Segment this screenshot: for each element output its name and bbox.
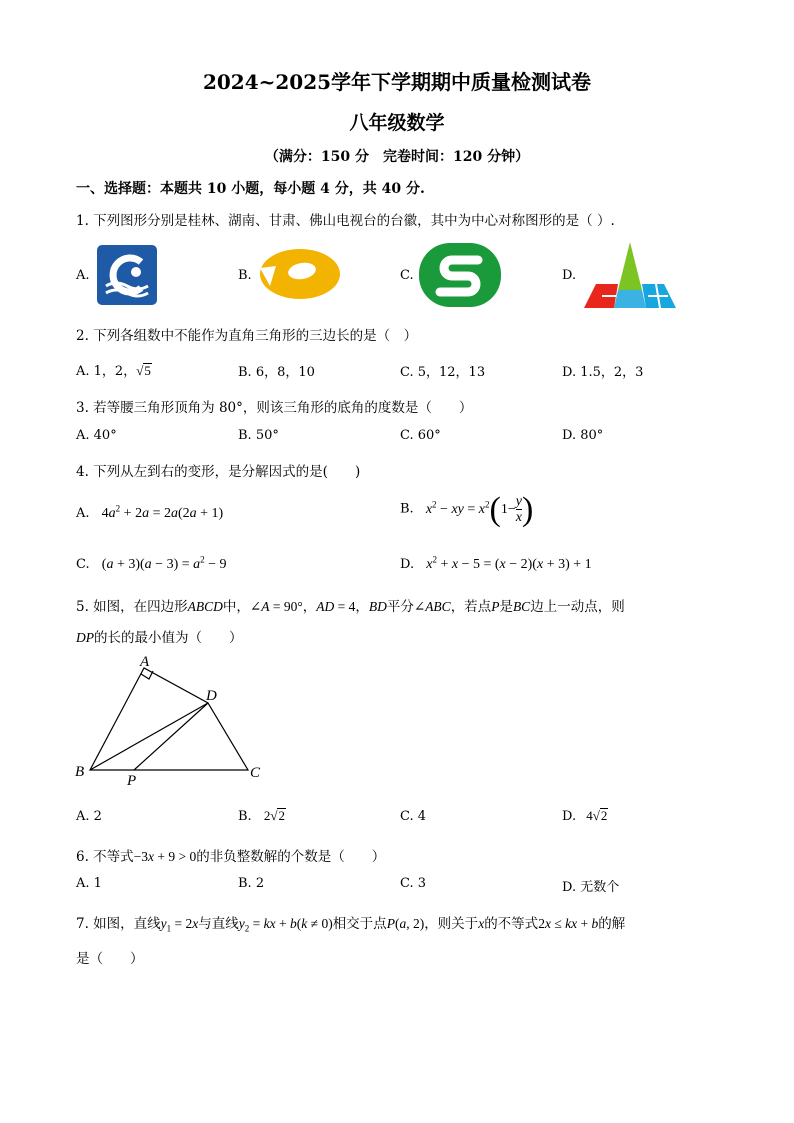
q7-text: 的解 — [598, 916, 626, 932]
q6-option-a: A. 1 — [76, 876, 102, 891]
q1-option-d-label: D. — [562, 268, 577, 283]
q5-option-d-coef: 4 — [586, 808, 593, 823]
q4-option-c-label: C. — [76, 557, 90, 572]
q4-option-d — [400, 554, 592, 573]
q5-option-b-label: B. — [238, 809, 252, 824]
q4-option-c-formula: $(a + 3)(a - 3) = a^2 - 9$ — [101, 554, 227, 572]
q2-option-a: A. 1，2，√5 — [76, 363, 151, 379]
question-2: 2. 下列各组数中不能作为直角三角形的三边长的是（ ） — [76, 328, 418, 344]
figure-label-p: P — [127, 773, 137, 789]
q4-option-b-formula: $x^2$ − xy = $x^2(1-$ $\frac{y}{x}$ ) — [425, 490, 534, 528]
q5-option-d-radicand: 2 — [600, 808, 608, 823]
exam-subject: 八年级数学 — [349, 112, 445, 134]
q1-option-b-label: B. — [238, 268, 252, 283]
section-heading: 一、选择题：本题共 10 小题，每小题 4 分，共 40 分. — [76, 181, 425, 197]
exam-meta: （满分：150 分 完卷时间：120 分钟） — [264, 149, 530, 165]
exam-title: 2024~2025学年下学期期中质量检测试卷 — [202, 70, 592, 94]
q5-option-a: A. 2 — [76, 809, 102, 824]
q3-option-d: D. 80° — [562, 428, 604, 443]
figure-label-d: D — [206, 688, 217, 704]
question-5-line-2: DP的长的最小值为（ ） — [76, 630, 243, 646]
q1-option-c-label: C. — [400, 268, 414, 283]
q7-text: 7. 如图，直线 — [76, 916, 161, 932]
q5-text: 是 — [499, 599, 513, 615]
q5-option-c: C. 4 — [400, 809, 427, 824]
q5-quadrilateral-figure — [72, 652, 272, 792]
q7-text: ，则关于 — [424, 916, 479, 932]
q7-text: 相交于点 — [332, 916, 387, 932]
q5-text: ， — [302, 599, 317, 615]
question-4: 4. 下列从左到右的变形，是分解因式的是( ) — [76, 464, 361, 480]
q6-text: 6. 不等式 — [76, 849, 134, 865]
q2-option-b: B. 6，8，10 — [238, 365, 315, 380]
q4-option-b — [400, 490, 534, 528]
q1-option-a-label: A. — [76, 268, 90, 283]
q2-option-a-text: A. 1，2， — [76, 364, 137, 379]
question-5-line-1: 5. 如图，在四边形ABCD中，∠A = 90°，AD = 4，BD平分∠ABC，若点P是BC边上一动点，则 — [76, 599, 625, 615]
gansu-tv-logo-icon — [418, 242, 502, 308]
q6-option-b: B. 2 — [238, 876, 265, 891]
figure-label-b: B — [75, 764, 85, 780]
q4-option-b-label: B. — [400, 501, 414, 517]
q5-text: 边上一动点，则 — [530, 599, 625, 615]
q2-option-a-radicand: 5 — [144, 363, 151, 378]
hunan-tv-logo-icon — [256, 246, 342, 302]
q4-option-d-formula: $x^2 + x - 5 = (x - 2)(x + 3) + 1$ — [426, 554, 592, 572]
figure-label-c: C — [250, 765, 261, 781]
q4-option-d-label: D. — [400, 557, 415, 572]
q6-option-c: C. 3 — [400, 876, 427, 891]
guilin-tv-logo-icon — [96, 244, 158, 306]
q5-option-d-label: D. — [562, 809, 577, 824]
q3-option-a: A. 40° — [76, 428, 117, 443]
q5-text: 的长的最小值为（ ） — [94, 630, 243, 646]
q3-option-c: C. 60° — [400, 428, 441, 443]
q6-text: 的非负整数解的个数是（ ） — [196, 849, 386, 865]
question-1: 1. 下列图形分别是桂林、湖南、甘肃、佛山电视台的台徽，其中为中心对称图形的是（ ）. — [76, 213, 615, 229]
q5-text: 中， — [222, 599, 250, 615]
q2-option-d: D. 1.5，2，3 — [562, 365, 644, 380]
question-7-line-1: 7. 如图，直线$y_1 = 2x$与直线$y_2$ = kx + b(k ≠ 0)相交于点P(a, 2)，则关于x的不等式2x ≤ kx + b的解 — [76, 916, 626, 934]
q5-text: 平分 — [386, 599, 414, 615]
question-3: 3. 若等腰三角形顶角为 80°，则该三角形的底角的度数是（ ） — [76, 400, 473, 416]
q3-option-b: B. 50° — [238, 428, 279, 443]
q5-option-b-coef: 2 — [263, 808, 271, 823]
q4-option-a — [76, 503, 224, 522]
figure-label-a: A — [140, 654, 150, 670]
q4-option-a-formula: $4a^2 + 2a = 2a(2a + 1)$ — [101, 503, 224, 521]
q7-text: 与直线 — [198, 916, 239, 932]
q6-option-d: D. 无数个 — [562, 880, 620, 895]
q5-option-b-radicand: 2 — [278, 808, 285, 823]
q7-text: 的不等式 — [484, 916, 539, 932]
q4-option-a-label: A. — [76, 506, 90, 521]
q4-option-c — [76, 554, 227, 573]
q5-option-d: D. 4√2 — [562, 808, 608, 824]
foshan-tv-logo-icon — [582, 240, 678, 310]
q5-text: 5. 如图，在四边形 — [76, 599, 188, 615]
q2-option-c: C. 5，12，13 — [400, 365, 486, 380]
question-7-line-2: 是（ ） — [76, 951, 144, 967]
q5-text: ，若点 — [450, 599, 492, 615]
q5-option-b: B. 2√2 — [238, 808, 285, 824]
question-6: 6. 不等式−3x + 9 > 0的非负整数解的个数是（ ） — [76, 849, 386, 865]
q5-text: ， — [355, 599, 369, 615]
